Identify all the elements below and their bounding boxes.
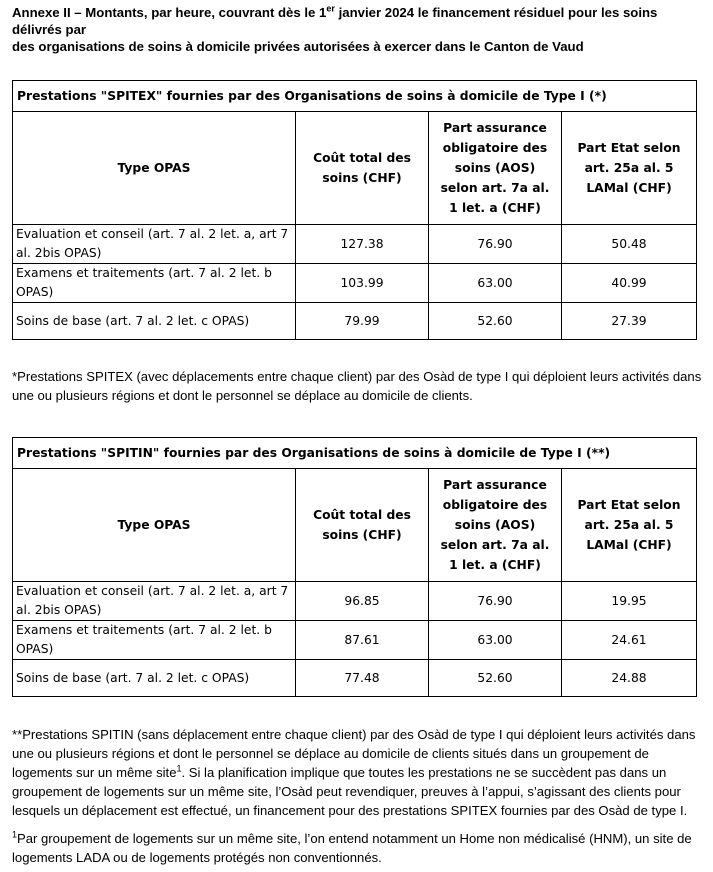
cell-etat: 19.95 [562, 582, 697, 621]
cell-type: Examens et traitements (art. 7 al. 2 let. b OPAS) [13, 621, 296, 660]
cell-total: 79.99 [296, 303, 429, 340]
table-caption-row [13, 81, 697, 112]
cell-type: Evaluation et conseil (art. 7 al. 2 let. a, art 7 al. 2bis OPAS) [13, 582, 296, 621]
table-row [13, 264, 697, 303]
spitex-note: *Prestations SPITEX (avec déplacements entre chaque client) par des Osàd de type I qui déploient leurs activités dans une ou plusieurs régions et dont le personnel se déplace au domicile de clients. [12, 369, 702, 403]
spitin-table-caption: Prestations "SPITIN" fournies par des Organisations de soins à domicile de Type I (**) [13, 438, 697, 469]
table-row [13, 621, 697, 660]
cell-total: 127.38 [296, 225, 429, 264]
cell-etat: 40.99 [562, 264, 697, 303]
table-caption-row [13, 438, 697, 469]
table-header-row [13, 112, 697, 225]
cell-type: Examens et traitements (art. 7 al. 2 let. b OPAS) [13, 264, 296, 303]
table-header-row [13, 469, 697, 582]
spitex-table-caption: Prestations "SPITEX" fournies par des Organisations de soins à domicile de Type I (*) [13, 81, 697, 112]
cell-total: 77.48 [296, 660, 429, 697]
cell-etat: 50.48 [562, 225, 697, 264]
footnote: $^1$Par groupement de logements sur un même site, l’on entend notamment un Home non médicalisé (HNM), un site de logements LADA ou de logements protégés non conventionnés. [12, 829, 692, 865]
cell-aos: 52.60 [429, 303, 562, 340]
cell-total: 96.85 [296, 582, 429, 621]
column-header-type: Type OPAS [13, 469, 296, 582]
cell-aos: 76.90 [429, 582, 562, 621]
table-row [13, 225, 697, 264]
annexe-title-line2: des organisations de soins à domicile privées autorisées à exercer dans le Canton de Vaud [12, 39, 584, 54]
cell-aos: 52.60 [429, 660, 562, 697]
table-row [13, 303, 697, 340]
cell-aos: 76.90 [429, 225, 562, 264]
annexe-title [12, 4, 702, 55]
cell-type: Soins de base (art. 7 al. 2 let. c OPAS) [13, 303, 296, 340]
cell-type: Soins de base (art. 7 al. 2 let. c OPAS) [13, 660, 296, 697]
column-header-aos: Part assurance obligatoire des soins (AOS) selon art. 7a al. 1 let. a (CHF) [429, 469, 562, 582]
cell-etat: 24.88 [562, 660, 697, 697]
table-row [13, 582, 697, 621]
cell-aos: 63.00 [429, 264, 562, 303]
cell-type: Evaluation et conseil (art. 7 al. 2 let. a, art 7 al. 2bis OPAS) [13, 225, 296, 264]
cell-total: 87.61 [296, 621, 429, 660]
column-header-etat: Part Etat selon art. 25a al. 5 LAMal (CHF) [562, 112, 697, 225]
spitex-table [12, 80, 697, 340]
annexe-title-line1: Annexe II – Montants, par heure, couvrant dès le 1er janvier 2024 le financement résiduel pour les soins délivrés par [12, 3, 658, 37]
column-header-aos: Part assurance obligatoire des soins (AOS) selon art. 7a al. 1 let. a (CHF) [429, 112, 562, 225]
column-header-etat: Part Etat selon art. 25a al. 5 LAMal (CHF) [562, 469, 697, 582]
column-header-type: Type OPAS [13, 112, 296, 225]
spitin-table [12, 437, 697, 697]
cell-etat: 24.61 [562, 621, 697, 660]
table-row [13, 660, 697, 697]
cell-etat: 27.39 [562, 303, 697, 340]
spitin-note: **Prestations SPITIN (sans déplacement entre chaque client) par des Osàd de type I qui déploient leurs activités dans une ou plusieurs régions et dont le personnel se déplace au domicile de clients situés dans un groupement de logements sur un même site$^1$. Si la planification implique que toutes les prestations ne se succèdent pas dans un groupement de logements sur un même site, l’Osàd peut revendiquer, preuves à l’appui, s’agissant des clients pour lesquels un déplacement est effectué, un financement pour des prestations SPITEX fournies par des Osàd de type I. [12, 727, 696, 818]
column-header-total: Coût total des soins (CHF) [296, 112, 429, 225]
cell-total: 103.99 [296, 264, 429, 303]
column-header-total: Coût total des soins (CHF) [296, 469, 429, 582]
cell-aos: 63.00 [429, 621, 562, 660]
